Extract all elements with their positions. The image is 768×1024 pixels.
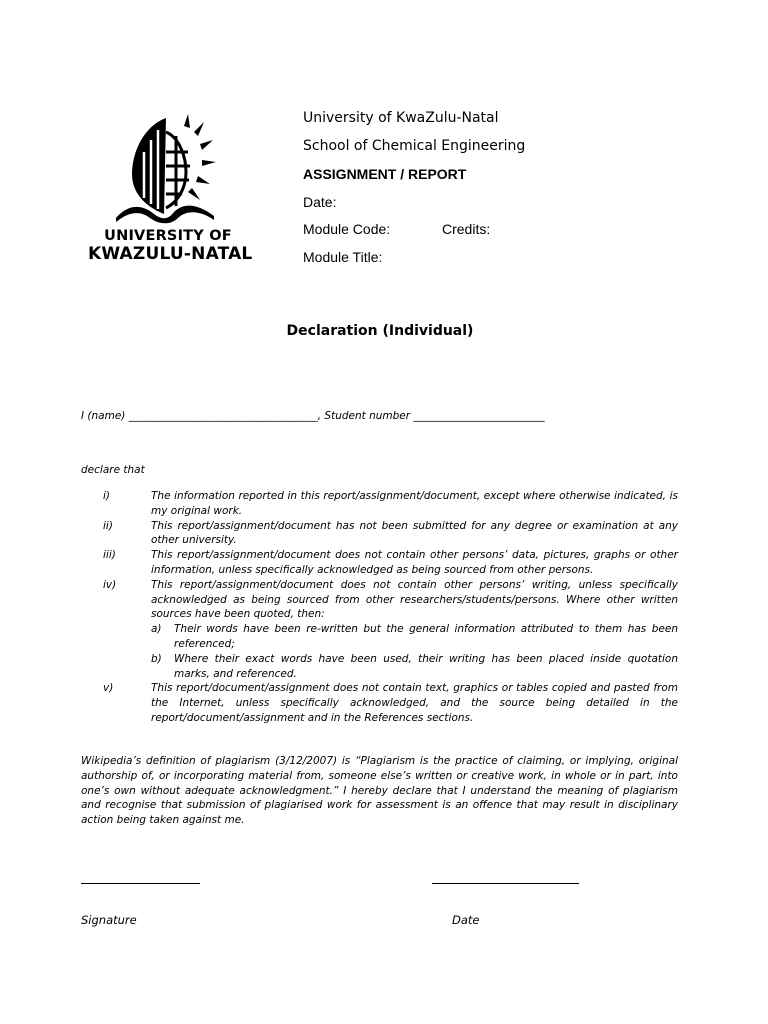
list-item [81, 681, 678, 725]
declare-that-text: declare that [81, 464, 145, 476]
list-item [81, 519, 678, 549]
declaration-list [81, 489, 678, 726]
list-item-number: iv) [103, 578, 117, 591]
sub-list-item-number: a) [151, 623, 162, 636]
declaration-title: Declaration (Individual) [286, 323, 474, 339]
plagiarism-definition-paragraph: Wikipedia’s definition of plagiarism (3/12/2007) is “Plagiarism is the practice of claiming, or implying, original authorship of, or incorporating material from, someone else’s written or creative work, in whole or in part, into one’s own without adequate acknowledgment.” I hereby declare that I understand the meaning of plagiarism and recognise that submission of plagiarised work for assessment is an offence that may result in disciplinary action being taken against me. [81, 755, 678, 827]
school-name: School of Chemical Engineering [303, 138, 526, 154]
list-item-text: This report/assignment/document does not contain other persons’ data, pictures, graphs or other information, unless specifically acknowledged as being sourced from other persons. [151, 549, 678, 576]
sub-list-item [151, 652, 678, 682]
sub-list-item [151, 622, 678, 652]
list-item [81, 489, 678, 519]
list-item-number: v) [103, 682, 114, 695]
ukzn-emblem-icon [114, 112, 224, 224]
logo-text-line1: UNIVERSITY OF [104, 228, 232, 244]
list-item [81, 548, 678, 578]
list-item-number: ii) [103, 519, 113, 532]
credits-label: Credits: [442, 221, 491, 237]
sub-list-item-text: Where their exact words have been used, their writing has been placed inside quotation marks, and referenced. [174, 652, 678, 680]
signature-line [81, 883, 200, 884]
assignment-heading: ASSIGNMENT / REPORT [303, 166, 467, 182]
module-code-label: Module Code: [303, 221, 391, 237]
sub-list-item-number: b) [151, 652, 162, 665]
list-item-text: This report/assignment/document does not contain other persons’ writing, unless specifically acknowledged as being sourced from other researchers/students/persons. Where other written sources have been quoted, then: [151, 578, 678, 621]
list-item-number: iii) [103, 549, 116, 562]
list-item [81, 578, 678, 682]
logo-text-line2: KWAZULU-NATAL [88, 244, 253, 264]
list-item-number: i) [103, 490, 111, 502]
list-item-text: This report/assignment/document has not been submitted for any degree or examination at any other university. [151, 519, 678, 547]
module-title-label: Module Title: [303, 249, 383, 265]
university-name: University of KwaZulu-Natal [303, 110, 499, 126]
list-item-text: The information reported in this report/assignment/document, except where otherwise indicated, is my original work. [151, 490, 678, 517]
date-line [432, 883, 579, 884]
date-label: Date: [303, 194, 337, 210]
name-student-number-line: I (name) ____________________________________, Student number _________________________ [81, 410, 545, 422]
sub-list-item-text: Their words have been re-written but the general information attributed to them has been referenced; [174, 623, 678, 650]
date-signature-label: Date [452, 913, 480, 927]
ukzn-logo [88, 112, 253, 264]
signature-label: Signature [81, 913, 137, 927]
list-item-text: This report/document/assignment does not contain text, graphics or tables copied and pasted from the Internet, unless specifically acknowledged, and the source being detailed in the report/document/assignment and in the References sections. [151, 682, 678, 724]
